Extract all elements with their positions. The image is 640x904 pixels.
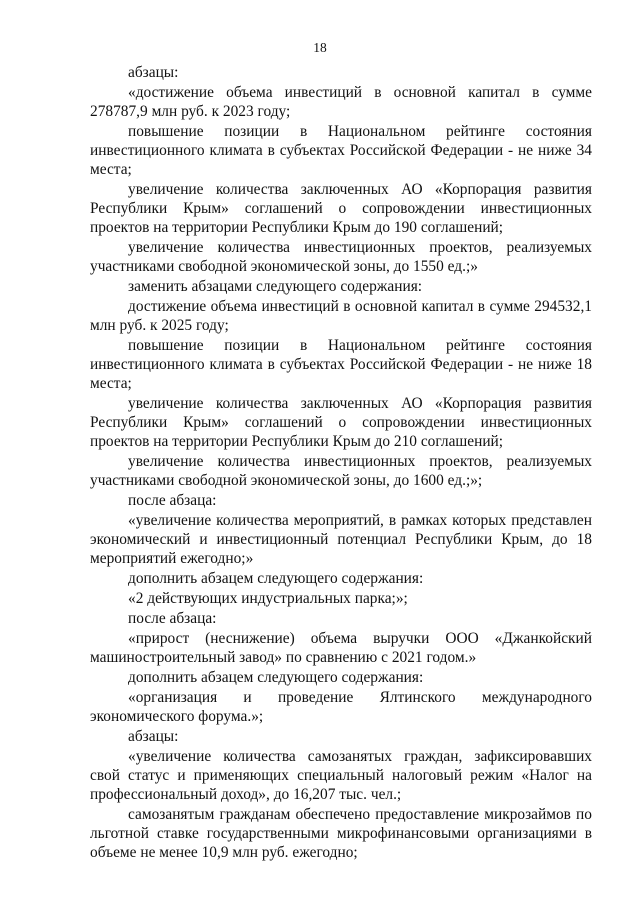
paragraph: «организация и проведение Ялтинского международного экономического форума.»; bbox=[90, 689, 592, 725]
paragraph: дополнить абзацем следующего содержания: bbox=[128, 669, 424, 686]
paragraph: после абзаца: bbox=[128, 610, 217, 627]
paragraph: дополнить абзацем следующего содержания: bbox=[128, 570, 424, 587]
paragraph: «2 действующих индустриальных парка;»; bbox=[128, 590, 408, 607]
paragraph: самозанятым гражданам обеспечено предоставление микрозаймов по льготной ставке государственными микрофинансовыми организациями в объеме не менее 10,9 млн руб. ежегодно; bbox=[90, 806, 592, 861]
paragraph: абзацы: bbox=[128, 64, 179, 81]
paragraph: заменить абзацами следующего содержания: bbox=[128, 278, 423, 295]
paragraph: повышение позиции в Национальном рейтинге состояния инвестиционного климата в субъектах Российской Федерации - не ниже 18 места; bbox=[90, 337, 592, 392]
paragraph: «увеличение количества мероприятий, в рамках которых представлен экономический и инвестиционный потенциал Республики Крым, до 18 мероприятий ежегодно;» bbox=[90, 512, 592, 567]
paragraph: «прирост (неснижение) объема выручки ООО «Джанкойский машиностроительный завод» по сравнению с 2021 годом.» bbox=[90, 630, 592, 666]
paragraph: увеличение количества заключенных АО «Корпорация развития Республики Крым» соглашений о сопровождении инвестиционных проектов на территории Республики Крым до 190 соглашений; bbox=[90, 181, 592, 236]
paragraph: увеличение количества инвестиционных проектов, реализуемых участниками свободной экономической зоны, до 1550 ед.;» bbox=[90, 239, 592, 275]
paragraph: «достижение объема инвестиций в основной капитал в сумме 278787,9 млн руб. к 2023 году; bbox=[90, 84, 592, 120]
paragraph: повышение позиции в Национальном рейтинге состояния инвестиционного климата в субъектах Российской Федерации - не ниже 34 места; bbox=[90, 123, 592, 178]
document-body bbox=[90, 63, 592, 863]
paragraph: достижение объема инвестиций в основной капитал в сумме 294532,1 млн руб. к 2025 году; bbox=[90, 298, 592, 334]
paragraph: увеличение количества заключенных АО «Корпорация развития Республики Крым» соглашений о сопровождении инвестиционных проектов на территории Республики Крым до 210 соглашений; bbox=[90, 395, 592, 450]
paragraph: «увеличение количества самозанятых граждан, зафиксировавших свой статус и применяющих специальный налоговый режим «Налог на профессиональный доход», до 16,207 тыс. чел.; bbox=[90, 748, 592, 803]
page-number: 18 bbox=[313, 40, 327, 55]
paragraph: увеличение количества инвестиционных проектов, реализуемых участниками свободной экономической зоны, до 1600 ед.;»; bbox=[90, 453, 592, 489]
paragraph: абзацы: bbox=[128, 728, 179, 745]
paragraph: после абзаца: bbox=[128, 492, 217, 509]
